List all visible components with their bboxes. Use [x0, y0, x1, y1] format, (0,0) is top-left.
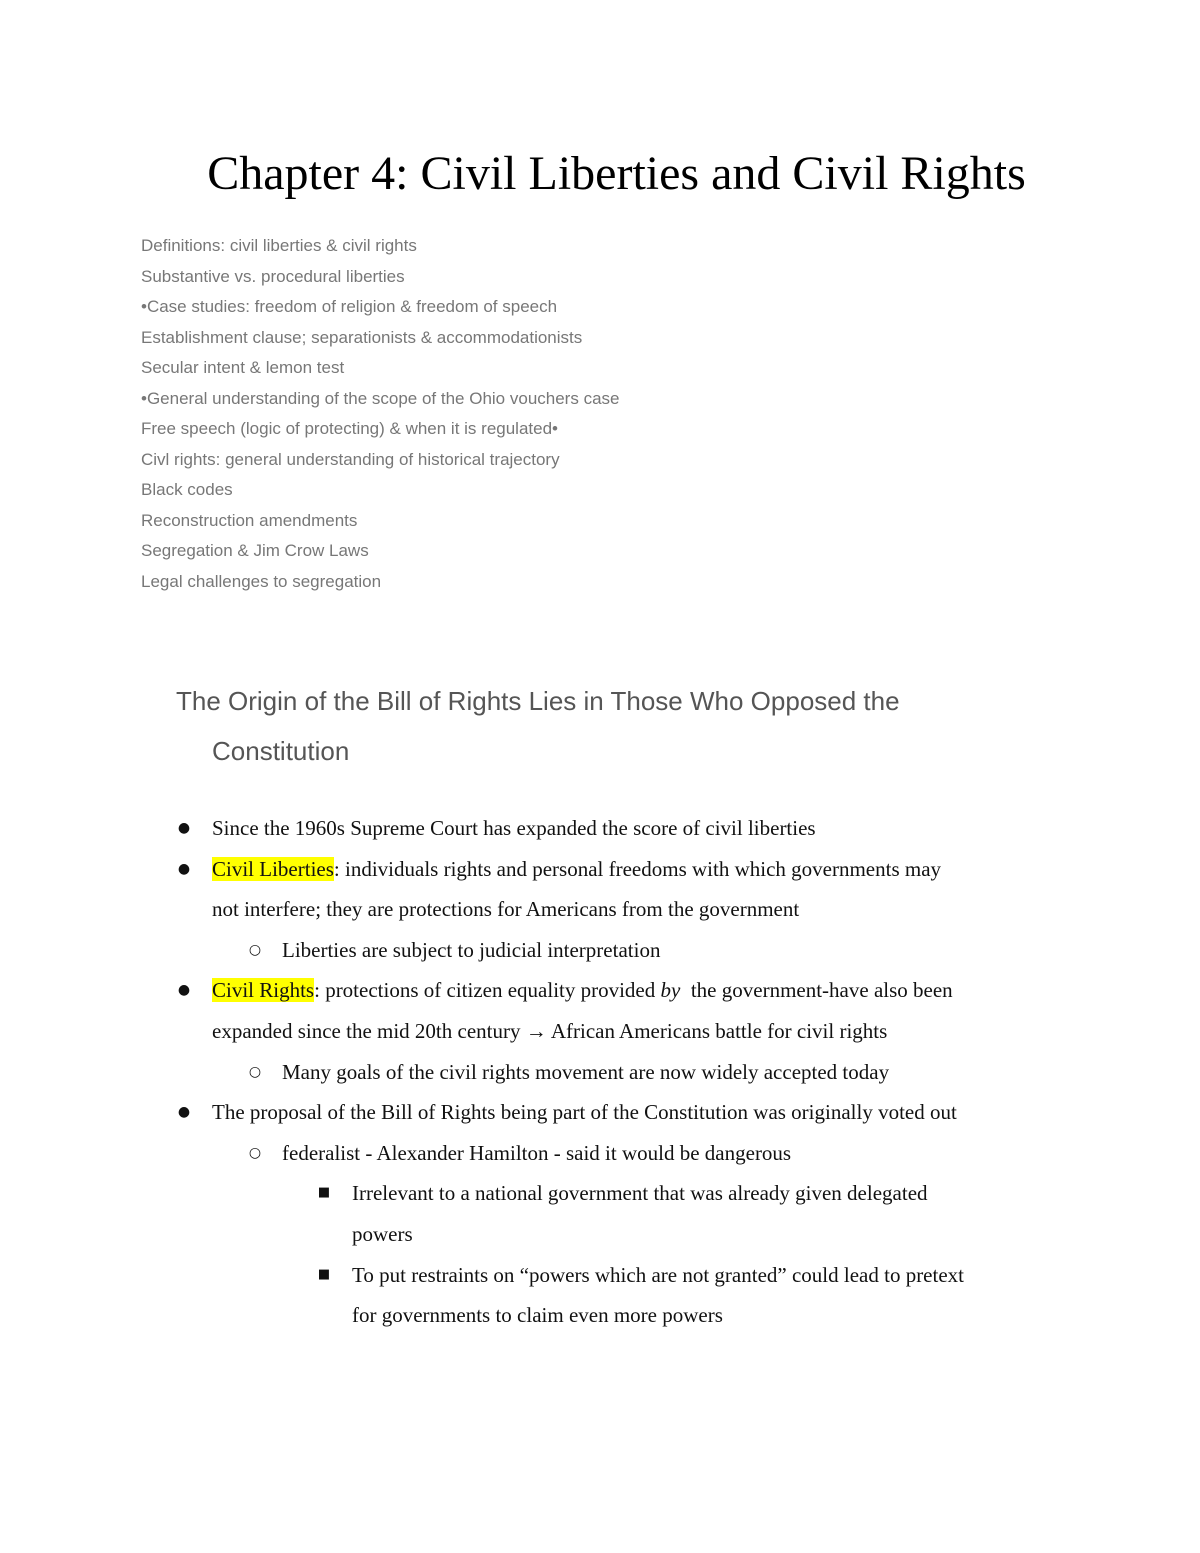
topic-item: Reconstruction amendments	[141, 510, 358, 530]
topic-list	[141, 231, 619, 597]
topic-item: Definitions: civil liberties & civil rights	[141, 236, 417, 255]
topic-item: Legal challenges to segregation	[141, 571, 382, 591]
sub-sub-list-item-text: Irrelevant to a national government that was already given delegated	[352, 1181, 928, 1206]
sub-sub-list-item-continuation	[0, 1295, 1200, 1336]
list-item-continuation	[0, 889, 1200, 930]
filled-circle-bullet-icon: ●	[177, 860, 191, 877]
filled-circle-bullet-icon: ●	[177, 1104, 191, 1121]
sub-sub-list-item-text: powers	[352, 1221, 413, 1246]
section-heading-line-2: Constitution	[212, 736, 350, 766]
sub-list-item-text: Many goals of the civil rights movement are now widely accepted today	[282, 1059, 890, 1084]
sub-sub-list-item	[0, 1173, 1200, 1214]
filled-circle-bullet-icon: ●	[177, 982, 191, 999]
sub-sub-list-item-text: To put restraints on “powers which are not granted” could lead to pretext	[352, 1262, 964, 1287]
sub-sub-list-item-text: for governments to claim even more powers	[352, 1303, 723, 1328]
list-item-text: The proposal of the Bill of Rights being part of the Constitution was originally voted out	[212, 1100, 957, 1125]
sub-list-item	[0, 1133, 1200, 1174]
definition-text: : individuals rights and personal freedoms with which governments may	[333, 856, 942, 881]
sub-sub-list-item-continuation	[0, 1214, 1200, 1255]
list-item-continuation	[0, 1011, 1200, 1052]
hollow-circle-bullet-icon: ○	[248, 941, 262, 958]
emphasis-text: by	[660, 978, 681, 1003]
list-item-text: expanded since the mid 20th century → African Americans battle for civil rights	[212, 1018, 888, 1043]
topic-item: Free speech (logic of protecting) & when it is regulated•	[141, 419, 558, 438]
sub-sub-list-item	[0, 1255, 1200, 1296]
list-item	[0, 849, 1200, 890]
square-bullet-icon: ■	[317, 1266, 331, 1282]
list-item-text: Since the 1960s Supreme Court has expanded the score of civil liberties	[212, 816, 816, 840]
notes-list	[0, 808, 1200, 1336]
sub-list-item	[0, 1052, 1200, 1093]
list-item-text: not interfere; they are protections for Americans from the government	[212, 897, 800, 922]
definition-text: the government-have also been	[680, 978, 953, 1003]
topic-item: Segregation & Jim Crow Laws	[141, 541, 369, 560]
topic-item: Secular intent & lemon test	[141, 358, 345, 377]
topic-item: Establishment clause; separationists & accommodationists	[141, 327, 583, 347]
list-item	[0, 1092, 1200, 1133]
page-title: Chapter 4: Civil Liberties and Civil Rights	[207, 147, 1026, 200]
highlighted-term: Civil Rights	[212, 978, 315, 1003]
topic-item: Substantive vs. procedural liberties	[141, 266, 405, 286]
list-item-text	[212, 970, 953, 1011]
hollow-circle-bullet-icon: ○	[248, 1063, 262, 1080]
list-item	[0, 808, 1200, 849]
section-heading	[176, 676, 1056, 776]
topic-item: Civl rights: general understanding of historical trajectory	[141, 449, 560, 469]
list-item	[0, 970, 1200, 1011]
topic-item: •Case studies: freedom of religion & freedom of speech	[141, 297, 558, 316]
sub-list-item	[0, 930, 1200, 971]
sub-list-item-text: Liberties are subject to judicial interpretation	[282, 937, 661, 962]
square-bullet-icon: ■	[317, 1185, 331, 1201]
section-heading-line-1: The Origin of the Bill of Rights Lies in Those Who Opposed the	[176, 686, 900, 716]
sub-list-item-text: federalist - Alexander Hamilton - said it would be dangerous	[282, 1140, 792, 1165]
highlighted-term: Civil Liberties	[212, 856, 334, 881]
topic-item: Black codes	[141, 480, 233, 499]
definition-text: : protections of citizen equality provided	[314, 978, 661, 1003]
list-item-text	[212, 849, 941, 890]
topic-item: •General understanding of the scope of the Ohio vouchers case	[141, 388, 620, 408]
hollow-circle-bullet-icon: ○	[248, 1144, 262, 1161]
filled-circle-bullet-icon: ●	[177, 820, 191, 836]
